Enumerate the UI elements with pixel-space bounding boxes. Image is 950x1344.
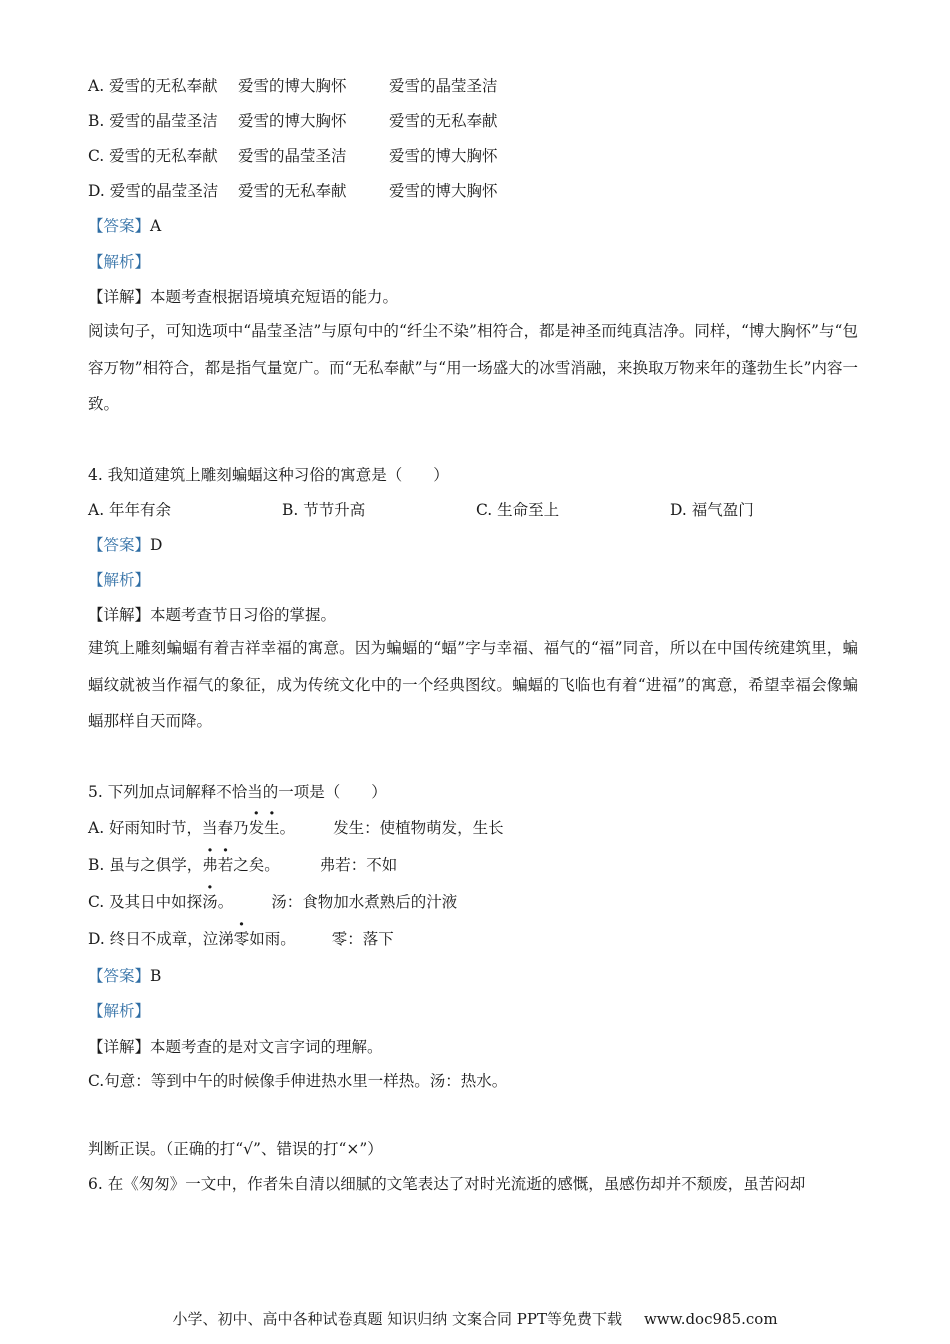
footer-url[interactable]: www.doc985.com bbox=[643, 1310, 778, 1328]
q5-option-c: C. 及其日中如探汤。 汤：食物加水煮熟后的汁液 bbox=[88, 893, 458, 911]
q3-option-b: B. 爱雪的晶莹圣洁 爱雪的博大胸怀 爱雪的无私奉献 bbox=[88, 112, 498, 130]
q5-option-d: D. 终日不成章，泣涕零如雨。 零：落下 bbox=[88, 930, 394, 948]
dotted-char: 发 bbox=[248, 819, 265, 837]
dotted-char: 弗 bbox=[202, 856, 218, 874]
q4-answer: 【答案】D bbox=[88, 536, 163, 554]
q4-detail: 【详解】本题考查节日习俗的掌握。 bbox=[88, 606, 337, 624]
q5-question: 5. 下列加点词解释不恰当的一项是（ ） bbox=[88, 783, 387, 801]
q3-option-c: C. 爱雪的无私奉献 爱雪的晶莹圣洁 爱雪的博大胸怀 bbox=[88, 147, 498, 165]
q4-option-a: A. 年年有余 bbox=[88, 501, 172, 519]
dotted-char: 汤 bbox=[202, 893, 218, 911]
q4-analysis-tag: 【解析】 bbox=[88, 571, 151, 589]
dotted-char: 若 bbox=[217, 856, 234, 874]
q4-option-c: C. 生命至上 bbox=[476, 501, 560, 519]
dotted-char: 生 bbox=[264, 819, 280, 837]
q5-analysis-tag: 【解析】 bbox=[88, 1002, 151, 1020]
q5-detail: 【详解】本题考查的是对文言字词的理解。 bbox=[88, 1038, 383, 1056]
footer-text: 小学、初中、高中各种试卷真题 知识归纳 文案合同 PPT等免费下载 bbox=[172, 1310, 622, 1328]
q4-explanation: 建筑上雕刻蝙蝠有着吉祥幸福的寓意。因为蝙蝠的“蝠”字与幸福、福气的“福”同音，所以在中国传统建筑里，蝙蝠纹就被当作福气的象征，成为传统文化中的一个经典图纹。蝙蝠的飞临也有着“进福”的寓意，希望幸福会像蝙蝠那样自天而降。 bbox=[88, 639, 858, 730]
dotted-char: 零 bbox=[233, 930, 250, 948]
q5-option-a: A. 好雨知时节，当春乃发生。 发生：使植物萌发，生长 bbox=[88, 819, 504, 837]
q3-detail: 【详解】本题考查根据语境填充短语的能力。 bbox=[88, 288, 399, 306]
q4-question: 4. 我知道建筑上雕刻蝙蝠这种习俗的寓意是（ ） bbox=[88, 466, 449, 484]
q5-explanation: C.句意：等到中午的时候像手伸进热水里一样热。汤：热水。 bbox=[88, 1072, 508, 1090]
q3-analysis-tag: 【解析】 bbox=[88, 253, 151, 271]
q6-question: 6. 在《匆匆》一文中，作者朱自清以细腻的文笔表达了对时光流逝的感慨，虽感伤却并不颓废，虽苦闷却 bbox=[88, 1175, 806, 1193]
q3-option-d: D. 爱雪的晶莹圣洁 爱雪的无私奉献 爱雪的博大胸怀 bbox=[88, 182, 498, 200]
page-footer bbox=[0, 1308, 950, 1329]
judge-heading: 判断正误。（正确的打“√”、错误的打“×”） bbox=[88, 1140, 383, 1158]
q4-options bbox=[88, 500, 754, 520]
q3-explanation: 阅读句子，可知选项中“晶莹圣洁”与原句中的“纤尘不染”相符合，都是神圣而纯真洁净。同样，“博大胸怀”与“包容万物”相符合，都是指气量宽广。而“无私奉献”与“用一场盛大的冰雪消融，来换取万物来年的蓬勃生长”内容一致。 bbox=[88, 322, 858, 413]
q4-option-b: B. 节节升高 bbox=[282, 501, 366, 519]
q5-answer: 【答案】B bbox=[88, 967, 162, 985]
q3-answer: 【答案】A bbox=[88, 217, 162, 235]
q5-option-b: B. 虽与之俱学，弗若之矣。 弗若：不如 bbox=[88, 856, 398, 874]
q4-option-d: D. 福气盈门 bbox=[670, 501, 754, 519]
q3-option-a: A. 爱雪的无私奉献 爱雪的博大胸怀 爱雪的晶莹圣洁 bbox=[88, 77, 498, 95]
